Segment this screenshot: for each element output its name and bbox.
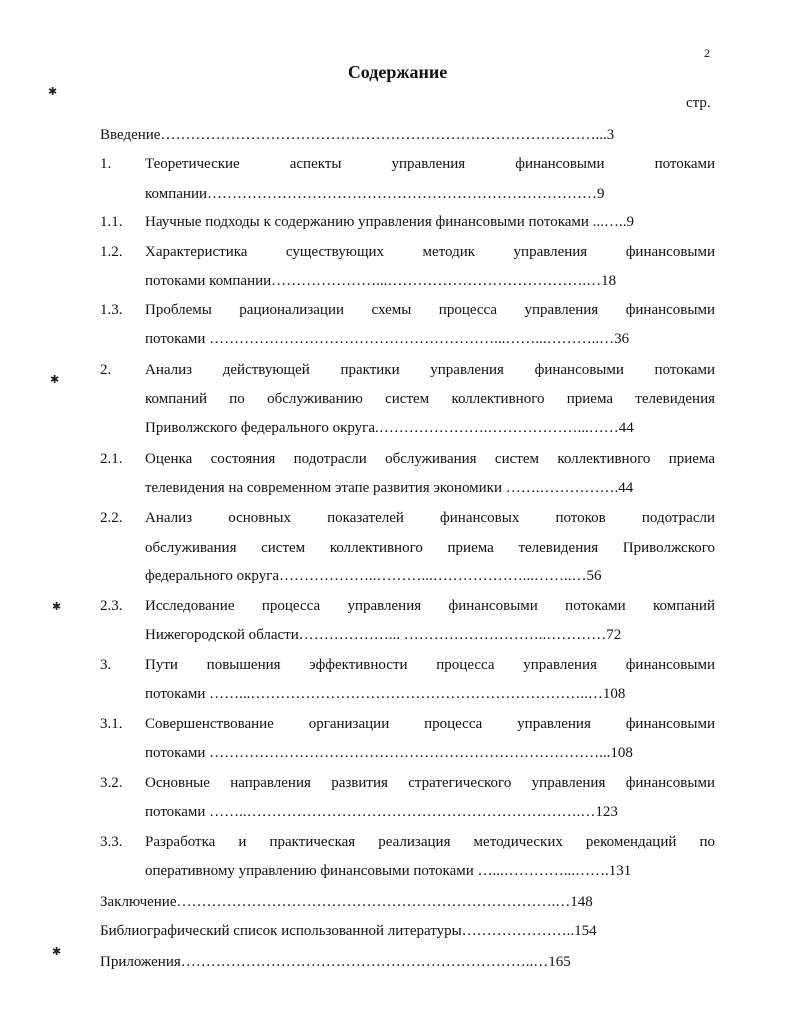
toc-entry-3-1-line1: Совершенствование организации процесса управления финансовыми bbox=[145, 716, 715, 732]
toc-entry-1-line2: компании……………………………………………………………………9 bbox=[145, 186, 605, 202]
page-column-label: стр. bbox=[686, 95, 711, 111]
toc-number: 3. bbox=[100, 657, 112, 673]
toc-entry-3-line2: потоками ……...…………………………………………………………..…108 bbox=[145, 686, 626, 702]
toc-entry-2-3-line1: Исследование процесса управления финансовыми потоками компаний bbox=[145, 598, 715, 614]
scan-speck: ✱ bbox=[52, 946, 62, 958]
scan-speck: ✱ bbox=[52, 601, 62, 613]
toc-entry-2-2-line1: Анализ основных показателей финансовых потоков подотрасли bbox=[145, 510, 715, 526]
toc-number: 2. bbox=[100, 362, 112, 378]
toc-entry-bibliography: Библиографический список использованной литературы…………………..154 bbox=[100, 923, 597, 939]
toc-entry-appendices: Приложения……………………………………………………………..…165 bbox=[100, 954, 571, 970]
toc-entry-3-2-line2: потоками ……..………………………………………………………….…123 bbox=[145, 804, 618, 820]
toc-number: 2.2. bbox=[100, 510, 123, 526]
toc-entry-1-1: Научные подходы к содержанию управления финансовыми потоками ...…..9 bbox=[145, 214, 634, 230]
toc-entry-1-2-line2: потоками компании…………………...………………………………….…18 bbox=[145, 273, 617, 289]
toc-entry-3-1-line2: потоками ……………………………………………………………………...108 bbox=[145, 745, 633, 761]
page-number: 2 bbox=[704, 46, 710, 60]
toc-entry-1-3-line1: Проблемы рационализации схемы процесса управления финансовыми bbox=[145, 302, 715, 318]
toc-entry-2-2-line3: федерального округа………………..………...………………...……..…56 bbox=[145, 568, 602, 584]
toc-entry-3-2-line1: Основные направления развития стратегического управления финансовыми bbox=[145, 775, 715, 791]
toc-entry-3-line1: Пути повышения эффективности процесса управления финансовыми bbox=[145, 657, 715, 673]
toc-entry-1-line1: Теоретические аспекты управления финансовыми потоками bbox=[145, 156, 715, 172]
toc-number: 3.3. bbox=[100, 834, 123, 850]
toc-entry-2-line1: Анализ действующей практики управления финансовыми потоками bbox=[145, 362, 715, 378]
toc-entry-2-line3: Приволжского федерального округа.………………….………………...……44 bbox=[145, 420, 634, 436]
toc-number: 2.3. bbox=[100, 598, 123, 614]
toc-entry-1-2-line1: Характеристика существующих методик управления финансовыми bbox=[145, 244, 715, 260]
toc-entry-3-3-line2: оперативному управлению финансовыми потоками …...…………...…….131 bbox=[145, 863, 632, 879]
toc-number: 1.3. bbox=[100, 302, 123, 318]
toc-entry-2-line2: компаний по обслуживанию систем коллективного приема телевидения bbox=[145, 391, 715, 407]
toc-entry-1-3-line2: потоками …………………………………………………...……...………..…36 bbox=[145, 331, 630, 347]
toc-entry-conclusion: Заключение………………………………………………………………….…148 bbox=[100, 894, 593, 910]
toc-entry-2-3-line2: Нижегородской области………………... ………………………..…………72 bbox=[145, 627, 622, 643]
toc-entry-2-2-line2: обслуживания систем коллективного приема телевидения Приволжского bbox=[145, 540, 715, 556]
toc-number: 1.1. bbox=[100, 214, 123, 230]
toc-number: 2.1. bbox=[100, 451, 123, 467]
scan-speck: ✱ bbox=[50, 374, 60, 386]
toc-entry-introduction: Введение……………………………………………………………………………...3 bbox=[100, 127, 615, 143]
toc-number: 3.2. bbox=[100, 775, 123, 791]
page-title: Содержание bbox=[347, 62, 448, 82]
toc-number: 1. bbox=[100, 156, 112, 172]
toc-number: 3.1. bbox=[100, 716, 123, 732]
toc-number: 1.2. bbox=[100, 244, 123, 260]
toc-entry-2-1-line2: телевидения на современном этапе развития экономики …….…………….44 bbox=[145, 480, 634, 496]
toc-entry-3-3-line1: Разработка и практическая реализация методических рекомендаций по bbox=[145, 834, 715, 850]
scan-speck: ✱ bbox=[48, 86, 58, 98]
toc-entry-2-1-line1: Оценка состояния подотрасли обслуживания систем коллективного приема bbox=[145, 451, 715, 467]
